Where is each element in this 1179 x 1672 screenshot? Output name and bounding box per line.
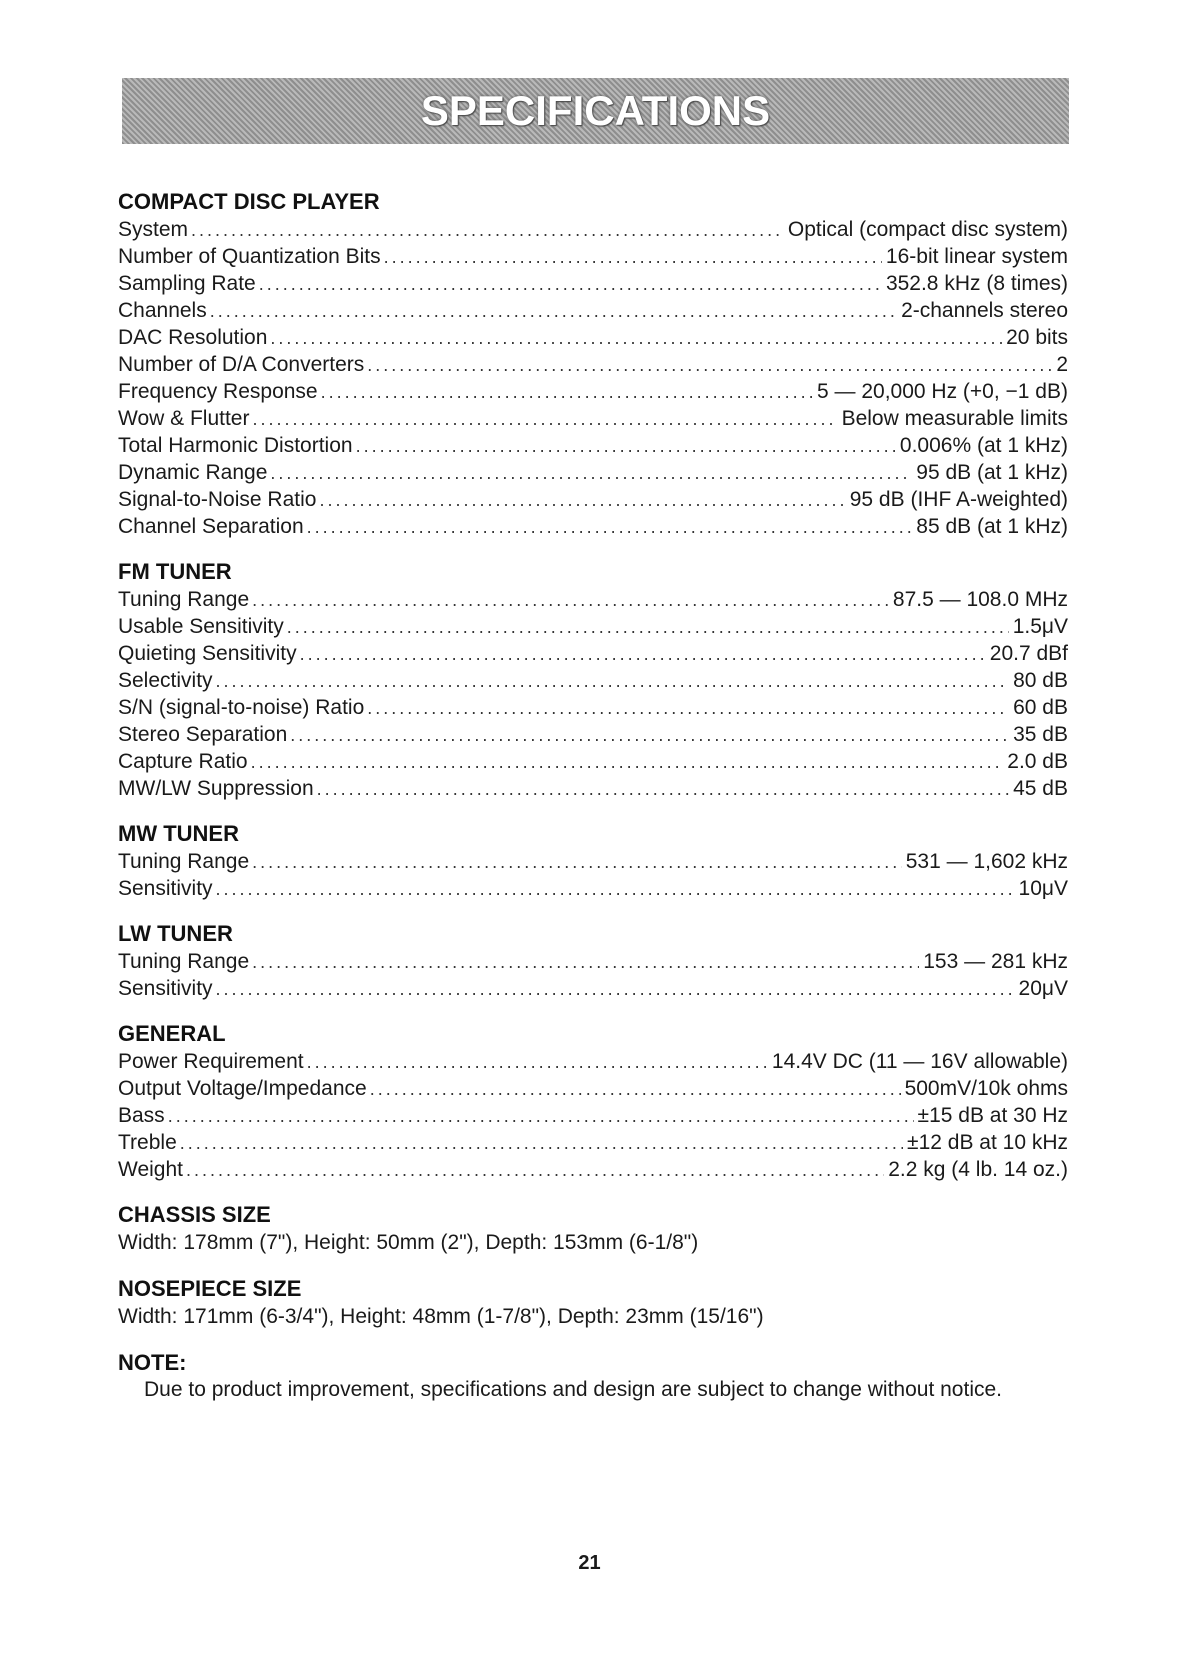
spec-label: Selectivity: [118, 669, 213, 692]
dot-leader: [356, 433, 896, 460]
section-title: GENERAL: [118, 1021, 226, 1046]
dot-leader: [251, 749, 1004, 776]
spec-label: Tuning Range: [118, 588, 250, 611]
spec-row: [118, 948, 1068, 975]
spec-label: S/N (signal-to-noise) Ratio: [118, 696, 365, 719]
spec-row: [118, 1129, 1068, 1156]
spec-row: [118, 459, 1068, 486]
spec-value: 45 dB: [1013, 777, 1068, 800]
section-title: LW TUNER: [118, 921, 233, 946]
spec-list: [118, 848, 1068, 902]
section-mw-tuner: [118, 820, 1068, 902]
spec-label: Quieting Sensitivity: [118, 642, 297, 665]
spec-list: [118, 1048, 1068, 1183]
spec-label: System: [118, 218, 189, 241]
dot-leader: [367, 352, 1052, 379]
spec-row: [118, 216, 1068, 243]
dot-leader: [259, 271, 882, 298]
spec-value: 531 — 1,602 kHz: [905, 850, 1068, 873]
spec-label: Total Harmonic Distortion: [118, 434, 353, 457]
spec-value: ±15 dB at 30 Hz: [917, 1104, 1068, 1127]
spec-value: 95 dB (IHF A-weighted): [849, 488, 1068, 511]
spec-value: 2.2 kg (4 lb. 14 oz.): [888, 1158, 1068, 1181]
dot-leader: [191, 217, 784, 244]
spec-label: Dynamic Range: [118, 461, 268, 484]
dot-leader: [252, 949, 919, 976]
section-title: CHASSIS SIZE: [118, 1202, 271, 1227]
dot-leader: [319, 487, 845, 514]
spec-row: [118, 975, 1068, 1002]
spec-row: [118, 432, 1068, 459]
section-nosepiece-size: [118, 1275, 1068, 1331]
spec-row: [118, 775, 1068, 802]
section-title: MW TUNER: [118, 821, 239, 846]
spec-label: Tuning Range: [118, 950, 250, 973]
spec-row: [118, 748, 1068, 775]
spec-row: [118, 1156, 1068, 1183]
spec-value: Below measurable limits: [841, 407, 1068, 430]
dot-leader: [270, 460, 912, 487]
section-fm-tuner: [118, 558, 1068, 802]
spec-label: Signal-to-Noise Ratio: [118, 488, 317, 511]
spec-row: [118, 513, 1068, 540]
dot-leader: [252, 587, 889, 614]
dot-leader: [186, 1157, 884, 1184]
spec-row: [118, 721, 1068, 748]
section-general: [118, 1020, 1068, 1183]
spec-label: Channels: [118, 299, 207, 322]
spec-row: [118, 1048, 1068, 1075]
spec-value: 1.5μV: [1012, 615, 1068, 638]
spec-list: [118, 216, 1068, 540]
spec-label: Channel Separation: [118, 515, 304, 538]
spec-row: [118, 486, 1068, 513]
spec-value: 153 — 281 kHz: [923, 950, 1068, 973]
spec-row: [118, 694, 1068, 721]
note-text: Due to product improvement, specifications and design are subject to change without notice.: [144, 1378, 1002, 1401]
page-title: SPECIFICATIONS: [420, 87, 771, 134]
spec-value: 20.7 dBf: [989, 642, 1068, 665]
spec-label: Number of Quantization Bits: [118, 245, 381, 268]
spec-label: Sensitivity: [118, 877, 213, 900]
spec-label: Frequency Response: [118, 380, 318, 403]
spec-label: Tuning Range: [118, 850, 250, 873]
spec-content: [118, 188, 1068, 1421]
spec-label: Usable Sensitivity: [118, 615, 284, 638]
spec-value: 2-channels stereo: [901, 299, 1068, 322]
spec-row: [118, 667, 1068, 694]
spec-label: Weight: [118, 1158, 183, 1181]
section-title: FM TUNER: [118, 559, 232, 584]
dot-leader: [180, 1130, 903, 1157]
spec-row: [118, 378, 1068, 405]
spec-row: [118, 875, 1068, 902]
spec-row: [118, 405, 1068, 432]
spec-value: 10μV: [1018, 877, 1068, 900]
dot-leader: [307, 1049, 768, 1076]
spec-list: [118, 948, 1068, 1002]
spec-row: [118, 848, 1068, 875]
dot-leader: [216, 976, 1015, 1003]
spec-label: Sensitivity: [118, 977, 213, 1000]
spec-label: Power Requirement: [118, 1050, 304, 1073]
section-title: NOSEPIECE SIZE: [118, 1276, 302, 1301]
spec-label: Number of D/A Converters: [118, 353, 365, 376]
page-number: 21: [578, 1552, 601, 1574]
dot-leader: [210, 298, 897, 325]
dot-leader: [216, 668, 1010, 695]
section-compact-disc-player: [118, 188, 1068, 540]
spec-label: Stereo Separation: [118, 723, 288, 746]
dot-leader: [287, 614, 1009, 641]
spec-value: 500mV/10k ohms: [904, 1077, 1068, 1100]
spec-row: [118, 1102, 1068, 1129]
spec-label: Output Voltage/Impedance: [118, 1077, 367, 1100]
spec-value: 95 dB (at 1 kHz): [916, 461, 1068, 484]
spec-value: 35 dB: [1013, 723, 1068, 746]
spec-value: 0.006% (at 1 kHz): [899, 434, 1068, 457]
dot-leader: [317, 776, 1009, 803]
section-title: NOTE:: [118, 1350, 187, 1375]
spec-value: 2: [1056, 353, 1068, 376]
dot-leader: [168, 1103, 914, 1130]
spec-label: Treble: [118, 1131, 177, 1154]
spec-value: 352.8 kHz (8 times): [885, 272, 1068, 295]
spec-value: ±12 dB at 10 kHz: [907, 1131, 1068, 1154]
spec-row: [118, 586, 1068, 613]
spec-row: [118, 324, 1068, 351]
spec-label: Bass: [118, 1104, 165, 1127]
spec-list: [118, 586, 1068, 802]
dot-leader: [384, 244, 882, 271]
dot-leader: [300, 641, 986, 668]
dot-leader: [252, 406, 837, 433]
spec-value: Optical (compact disc system): [787, 218, 1068, 241]
dot-leader: [367, 695, 1009, 722]
spec-value: 87.5 — 108.0 MHz: [892, 588, 1068, 611]
spec-row: [118, 297, 1068, 324]
spec-label: Capture Ratio: [118, 750, 248, 773]
section-lw-tuner: [118, 920, 1068, 1002]
spec-value: 20μV: [1018, 977, 1068, 1000]
spec-row: [118, 613, 1068, 640]
spec-value: 85 dB (at 1 kHz): [916, 515, 1068, 538]
dot-leader: [216, 876, 1015, 903]
dot-leader: [252, 849, 902, 876]
section-note: [118, 1349, 1068, 1403]
spec-label: DAC Resolution: [118, 326, 268, 349]
spec-value: 2.0 dB: [1007, 750, 1068, 773]
chassis-dimensions: Width: 178mm (7"), Height: 50mm (2"), Depth: 153mm (6-1/8"): [118, 1231, 699, 1254]
dot-leader: [321, 379, 813, 406]
nosepiece-dimensions: Width: 171mm (6-3/4"), Height: 48mm (1-7/8"), Depth: 23mm (15/16"): [118, 1305, 764, 1328]
spec-label: Wow & Flutter: [118, 407, 250, 430]
spec-value: 5 — 20,000 Hz (+0, −1 dB): [817, 380, 1068, 403]
dot-leader: [307, 514, 913, 541]
spec-row: [118, 640, 1068, 667]
dot-leader: [270, 325, 1002, 352]
spec-row: [118, 351, 1068, 378]
spec-value: 16-bit linear system: [885, 245, 1068, 268]
spec-value: 80 dB: [1013, 669, 1068, 692]
dot-leader: [370, 1076, 901, 1103]
spec-value: 60 dB: [1013, 696, 1068, 719]
spec-value: 14.4V DC (11 — 16V allowable): [771, 1050, 1068, 1073]
spec-value: 20 bits: [1006, 326, 1068, 349]
section-title: COMPACT DISC PLAYER: [118, 189, 380, 214]
section-chassis-size: [118, 1201, 1068, 1257]
spec-row: [118, 243, 1068, 270]
spec-label: MW/LW Suppression: [118, 777, 314, 800]
spec-row: [118, 270, 1068, 297]
specifications-banner: [122, 78, 1069, 144]
spec-row: [118, 1075, 1068, 1102]
spec-label: Sampling Rate: [118, 272, 256, 295]
dot-leader: [290, 722, 1009, 749]
